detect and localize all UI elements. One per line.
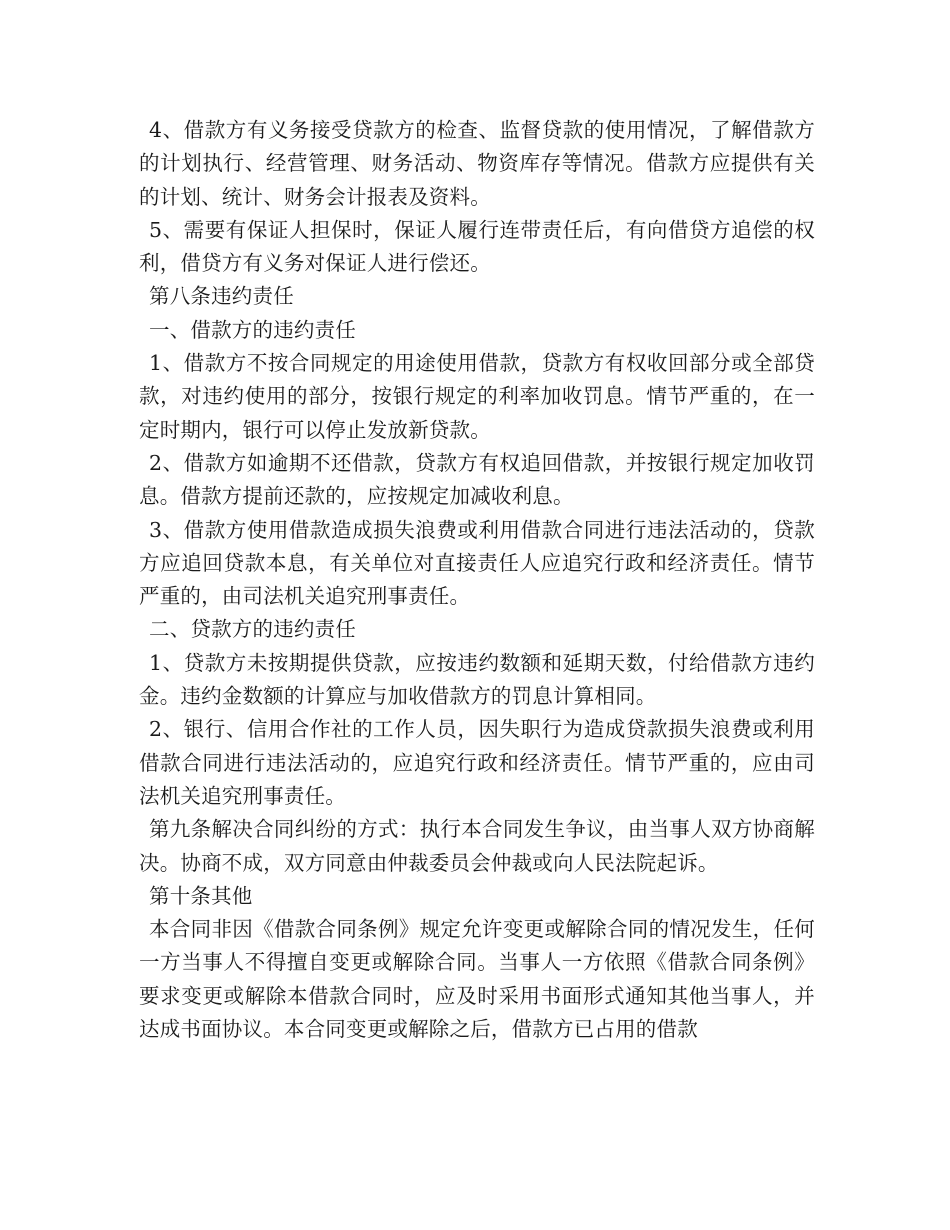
document-body [139,114,815,1046]
borrower-liability-item-2: 2、借款方如逾期不还借款，贷款方有权追回借款，并按银行规定加收罚息。借款方提前还款的，应按规定加减收利息。 [139,450,815,509]
borrower-liability-item-3: 3、借款方使用借款造成损失浪费或利用借款合同进行违法活动的，贷款方应追回贷款本息，有关单位对直接责任人应追究行政和经济责任。情节严重的，由司法机关追究刑事责任。 [139,517,815,609]
clause-4-inspection-duty: 4、借款方有义务接受贷款方的检查、监督贷款的使用情况，了解借款方的计划执行、经营管理、财务活动、物资库存等情况。借款方应提供有关的计划、统计、财务会计报表及资料。 [139,118,815,209]
borrower-liability-item-1: 1、借款方不按合同规定的用途使用借款，贷款方有权收回部分或全部贷款，对违约使用的部分，按银行规定的利率加收罚息。情节严重的，在一定时期内，银行可以停止发放新贷款。 [139,351,815,442]
article-10-body: 本合同非因《借款合同条例》规定允许变更或解除合同的情况发生，任何一方当事人不得擅自变更或解除合同。当事人一方依照《借款合同条例》要求变更或解除本借款合同时，应及时采用书面形式通知其他当事人，并达成书面协议。本合同变更或解除之后，借款方已占用的借款 [139,917,815,1042]
lender-liability-item-1: 1、贷款方未按期提供贷款，应按违约数额和延期天数，付给借款方违约金。违约金数额的计算应与加收借款方的罚息计算相同。 [139,650,815,709]
article-10-heading: 第十条其他 [149,883,253,908]
section-borrower-liability-heading: 一、借款方的违约责任 [149,317,356,342]
clause-5-guarantor-rights: 5、需要有保证人担保时，保证人履行连带责任后，有向借贷方追偿的权利，借贷方有义务对保证人进行偿还。 [139,217,815,276]
section-lender-liability-heading: 二、贷款方的违约责任 [149,617,356,642]
article-8-heading: 第八条违约责任 [149,284,294,309]
article-9-dispute-resolution: 第九条解决合同纠纷的方式：执行本合同发生争议，由当事人双方协商解决。协商不成，双方同意由仲裁委员会仲裁或向人民法院起诉。 [139,817,815,875]
lender-liability-item-2: 2、银行、信用合作社的工作人员，因失职行为造成贷款损失浪费或利用借款合同进行违法活动的，应追究行政和经济责任。情节严重的，应由司法机关追究刑事责任。 [139,717,815,808]
